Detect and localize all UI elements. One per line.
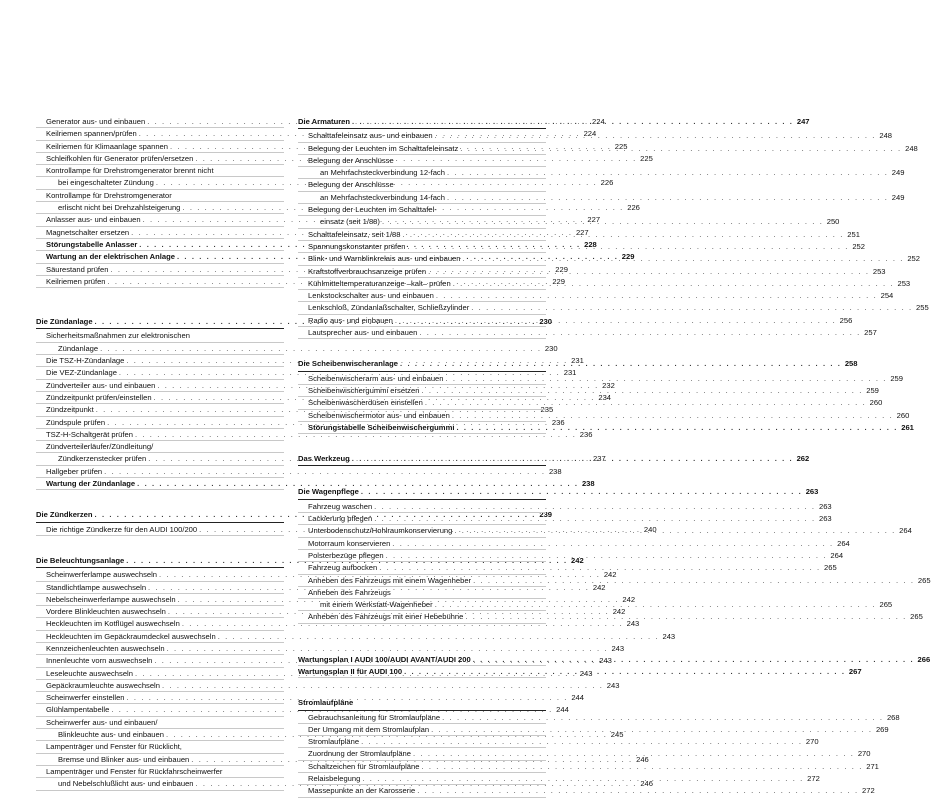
page-number: 229 xyxy=(555,264,568,274)
toc-entry[interactable] xyxy=(36,717,284,729)
page-number: 264 xyxy=(837,538,850,548)
dot-leader xyxy=(452,410,893,421)
entry-title: Scheibenwascherdüsen einstellen xyxy=(308,398,423,408)
dot-leader xyxy=(361,486,802,497)
page-number: 224 xyxy=(592,117,605,126)
entry-title: Wartungsplan I AUDI 100/AUDI AVANT/AUDI 200 xyxy=(298,654,471,664)
page-number: 243 xyxy=(599,656,612,666)
entry-title: Motorraum konservieren xyxy=(308,538,391,548)
dot-leader xyxy=(436,290,877,301)
entry-title: Wartung der Zündanlage xyxy=(46,479,136,489)
toc-entry[interactable] xyxy=(298,587,546,599)
page-number: 250 xyxy=(826,217,840,227)
entry-title: Polsterbezüge pflegen xyxy=(308,550,384,560)
toc-entry[interactable] xyxy=(36,441,284,453)
page-number: 242 xyxy=(571,555,584,565)
page-number: 249 xyxy=(891,168,905,178)
page-number: 271 xyxy=(866,761,879,771)
page-number: 243 xyxy=(662,631,676,641)
page-number: 257 xyxy=(864,328,877,338)
page-number: 246 xyxy=(636,754,649,764)
entry-title: Zündzeitpunkt xyxy=(46,405,94,415)
dot-leader xyxy=(471,302,912,313)
page-number: 242 xyxy=(603,570,617,580)
page-number: 249 xyxy=(891,192,905,202)
dot-leader xyxy=(362,773,803,784)
section-gap xyxy=(36,536,284,555)
page-number: 228 xyxy=(584,239,597,249)
entry-title: Scheinwerfer aus- und einbauen/ xyxy=(46,717,158,727)
page-number: 252 xyxy=(852,241,865,251)
section-title: Die Beleuchtungsanlage xyxy=(36,555,125,565)
entry-title: Anlasser aus- und einbauen xyxy=(46,215,141,225)
entry-title: Die VEZ-Zündanlage xyxy=(46,368,117,378)
dot-leader xyxy=(374,501,815,512)
entry-title: Störungstabelle Scheibenwischergummi xyxy=(308,422,455,432)
page-number: 265 xyxy=(917,575,931,585)
dot-leader xyxy=(419,327,860,338)
toc-section-heading[interactable] xyxy=(298,486,819,499)
dot-leader xyxy=(428,266,869,277)
page-number: 264 xyxy=(830,550,844,560)
page-number: 270 xyxy=(805,737,819,747)
page-number: 242 xyxy=(622,594,636,604)
dot-leader xyxy=(447,192,888,203)
page-number: 234 xyxy=(598,392,612,402)
toc-entry[interactable] xyxy=(298,179,546,191)
page-number: 229 xyxy=(552,276,565,286)
entry-title: Zündkerzenstecker prüfen xyxy=(58,454,147,464)
dot-leader xyxy=(435,599,876,610)
toc-entry[interactable] xyxy=(298,302,929,314)
page-number: 227 xyxy=(587,215,601,225)
entry-title: Schaltzeichen für Stromlaufpläne xyxy=(308,761,420,771)
page-number: 244 xyxy=(556,705,569,715)
page-number: 266 xyxy=(917,654,931,664)
section-gap xyxy=(298,339,546,358)
dot-leader xyxy=(435,130,876,141)
page-number: 255 xyxy=(916,303,929,313)
entry-title: Lautsprecher aus- und einbauen xyxy=(308,328,418,338)
toc-entry[interactable] xyxy=(298,562,837,574)
entry-title: Kennzeichenleuchten auswechseln xyxy=(46,643,165,653)
dot-leader xyxy=(454,525,895,536)
entry-title: Säurestand prüfen xyxy=(46,264,109,274)
dot-leader xyxy=(413,748,854,759)
page-number: 265 xyxy=(879,600,893,610)
page-number: 242 xyxy=(612,607,626,617)
entry-title: an Mehrfachsteckverbindung 12-fach xyxy=(320,168,445,178)
entry-title: Fahrzeug waschen xyxy=(308,501,373,511)
dot-leader xyxy=(417,785,858,796)
dot-leader xyxy=(374,513,815,524)
entry-title: Belegung der Leuchten im Schalttafeleinsatz xyxy=(308,143,459,153)
entry-title: an Mehrfachsteckverbindung 14-fach xyxy=(320,192,445,202)
entry-title: Die richtige Zündkerze für den AUDI 100/200 xyxy=(46,524,198,534)
page-number: 247 xyxy=(796,117,810,126)
entry-title: Schalttafeleinsatz, seit 1/88 xyxy=(308,229,401,239)
entry-title: Relaisbelegung xyxy=(308,774,361,784)
entry-title: TSZ-H-Schaltgerät prüfen xyxy=(46,429,133,439)
page-number: 260 xyxy=(869,398,883,408)
toc-entry[interactable] xyxy=(298,155,546,167)
dot-leader xyxy=(463,253,904,264)
page-number: 226 xyxy=(627,203,640,213)
section-gap xyxy=(298,467,546,486)
page-number: 243 xyxy=(611,643,625,653)
dot-leader xyxy=(473,575,914,586)
page-number: 242 xyxy=(592,582,606,592)
entry-title: Lackierung pflegen xyxy=(308,514,373,524)
entry-title: Belegung der Anschlüsse xyxy=(308,180,394,190)
entry-title: Blink- und Warnblinkrelais aus- und einbauen xyxy=(308,254,461,264)
page-number: 248 xyxy=(905,143,918,153)
entry-title: Schleifkohlen für Generator prüfen/ersetzen xyxy=(46,153,194,163)
page-number: 243 xyxy=(626,619,640,629)
entry-title: Schalttafeleinsatz aus- und einbauen xyxy=(308,131,433,141)
page-number: 244 xyxy=(571,693,584,703)
toc-entry[interactable] xyxy=(36,704,569,716)
page-number: 269 xyxy=(875,724,889,734)
entry-title: Scheibenwischerarm aus- und einbauen xyxy=(308,373,444,383)
page-number: 256 xyxy=(839,315,853,325)
dot-leader xyxy=(382,216,823,227)
dot-leader xyxy=(379,562,820,573)
entry-title: mit einem Werkstatt-Wagenheber xyxy=(320,600,433,610)
entry-title: Scheibenwischergummi ersetzen xyxy=(308,385,420,395)
toc-section-heading[interactable] xyxy=(298,697,546,710)
page-number: 258 xyxy=(844,359,858,369)
page-number: 237 xyxy=(593,454,606,464)
page-number: 260 xyxy=(896,410,910,420)
toc-entry[interactable] xyxy=(36,766,284,778)
page-number: 253 xyxy=(897,278,911,288)
dot-leader xyxy=(442,712,883,723)
page-number: 252 xyxy=(907,254,920,264)
entry-title: Gebrauchsanleitung für Stromlaufpläne xyxy=(308,712,441,722)
entry-title: Wartung an der elektrischen Anlage xyxy=(46,252,175,262)
section-gap xyxy=(36,288,284,316)
entry-title: Hallgeber prüfen xyxy=(46,466,103,476)
entry-title: Stromlaufpläne xyxy=(308,737,360,747)
page-number: 251 xyxy=(847,229,860,239)
toc-entry[interactable] xyxy=(298,712,900,724)
toc-entry[interactable] xyxy=(298,761,879,773)
entry-title: Die TSZ-H-Zündanlage xyxy=(46,356,125,366)
page-number: 226 xyxy=(600,178,614,188)
page-number: 265 xyxy=(910,612,923,622)
toc-entry[interactable] xyxy=(36,643,625,655)
page-number: 272 xyxy=(862,786,875,796)
page-number: 243 xyxy=(606,680,620,690)
entry-title: Fahrzeug aufbocken xyxy=(308,563,378,573)
toc-entry[interactable] xyxy=(36,165,284,177)
toc-entry[interactable] xyxy=(298,290,894,302)
section-title: Die Armaturen xyxy=(298,117,351,126)
toc-entry[interactable] xyxy=(36,190,284,202)
entry-title: Leseleuchte auswechseln xyxy=(46,668,133,678)
page-number: 245 xyxy=(610,730,624,740)
entry-title: Bremse und Blinker aus- und einbauen xyxy=(58,754,190,764)
page-number: 272 xyxy=(807,774,820,784)
page-number: 268 xyxy=(886,712,900,722)
entry-title: bei eingeschalteter Zündung xyxy=(58,178,154,188)
dot-leader xyxy=(404,666,845,677)
section-gap xyxy=(298,678,546,697)
entry-title: einsatz (seit 1/88) xyxy=(320,217,380,227)
dot-leader xyxy=(460,143,901,154)
dot-leader xyxy=(446,373,887,384)
entry-title: Zündzeitpunkt prüfen/einstellen xyxy=(46,392,152,402)
entry-title: Scheinwerfer einstellen xyxy=(46,693,125,703)
toc-entry[interactable] xyxy=(36,631,676,643)
entry-title: Magnetschalter ersetzen xyxy=(46,227,130,237)
page-number: 231 xyxy=(571,356,584,366)
section-title: Das Werkzeug xyxy=(298,454,350,464)
entry-title: Zuordnung der Stromlaufpläne xyxy=(308,749,412,759)
toc-entry[interactable] xyxy=(36,330,284,342)
toc-entry[interactable] xyxy=(36,680,620,692)
page-number: 263 xyxy=(818,501,832,511)
dot-leader xyxy=(352,116,793,127)
page-number: 232 xyxy=(602,380,615,390)
toc-entry[interactable] xyxy=(298,538,850,550)
entry-title: Spannungskonstanter prüfen xyxy=(308,241,406,251)
entry-title: Glühlampentabelle xyxy=(46,705,110,715)
entry-title: Anheben des Fahrzeugs mit einer Hebebühne xyxy=(308,612,464,622)
entry-title: Lampenträger und Fenster für Rückfahrscheinwerfer xyxy=(46,766,223,776)
toc-entry[interactable] xyxy=(36,618,640,630)
entry-title: Sicherheitsmaßnahmen zur elektronischen xyxy=(46,331,190,341)
page-number: 263 xyxy=(818,514,832,524)
section-gap xyxy=(298,624,546,654)
entry-title: Gepäckraumleuchte auswechseln xyxy=(46,680,160,690)
dot-leader xyxy=(447,167,888,178)
entry-title: Radio aus- und einbauen xyxy=(308,315,393,325)
entry-title: erlischt nicht bei Drehzahlsteigerung xyxy=(58,203,181,213)
dot-leader xyxy=(408,241,849,252)
section-title: Die Wagenpflege xyxy=(298,487,359,497)
toc-entry[interactable] xyxy=(298,327,877,339)
page-number: 262 xyxy=(796,454,810,464)
section-title: Die Zündanlage xyxy=(36,317,93,327)
entry-title: Heckleuchten im Gepäckraumdeckel auswechseln xyxy=(46,631,216,641)
dot-leader xyxy=(421,385,862,396)
page-number: 267 xyxy=(848,666,862,676)
section-gap xyxy=(36,490,284,509)
entry-title: Lenkschloß, Zündanlaßschalter, Schließzylinder xyxy=(308,303,470,313)
entry-title: Lampenträger und Fenster für Rücklicht, xyxy=(46,742,182,752)
dot-leader xyxy=(473,654,914,665)
entry-title: Zündverteilerläufer/Zündleitung/ xyxy=(46,442,154,452)
page-number: 236 xyxy=(551,417,565,427)
entry-title: Kraftstoffverbrauchsanzeige prüfen xyxy=(308,266,427,276)
entry-title: Heckleuchten im Kotflügel auswechseln xyxy=(46,619,180,629)
entry-title: Kontrollampe für Drehstromgenerator brennt nicht xyxy=(46,166,214,176)
entry-title: Anheben des Fahrzeugs mit einem Wagenheber xyxy=(308,575,472,585)
entry-title: Generator aus- und einbauen xyxy=(46,117,146,126)
page-number: 259 xyxy=(890,373,903,383)
entry-title: Scheinwerferlampe auswechseln xyxy=(46,570,158,580)
page-number: 238 xyxy=(548,466,562,476)
entry-title: Scheibenwischermotor aus- und einbauen xyxy=(308,410,450,420)
dot-leader xyxy=(352,453,793,464)
entry-title: Belegung der Anschlüsse xyxy=(308,155,394,165)
entry-title: Massepunkte an der Karosserie xyxy=(308,786,416,796)
page-number: 265 xyxy=(824,563,837,573)
page-number: 261 xyxy=(901,422,914,432)
toc-entry[interactable] xyxy=(298,315,853,327)
dot-leader xyxy=(453,278,894,289)
entry-title: Wartungsplan II für AUDI 100 xyxy=(298,666,403,676)
page-number: 253 xyxy=(872,266,886,276)
page-number: 240 xyxy=(643,524,657,534)
dot-leader xyxy=(421,761,862,772)
entry-title: Kontrollampe für Drehstromgenerator xyxy=(46,190,172,200)
page-number: 236 xyxy=(579,429,593,439)
page-number: 246 xyxy=(640,779,653,789)
page-number: 238 xyxy=(581,479,595,489)
entry-title: Standlichtlampe auswechseln xyxy=(46,582,147,592)
entry-title: Keilriemen spannen/prüfen xyxy=(46,129,137,139)
page-number: 239 xyxy=(539,510,553,520)
dot-leader xyxy=(456,422,897,433)
entry-title: Keilriemen prüfen xyxy=(46,276,106,286)
toc-entry[interactable] xyxy=(298,736,819,748)
page-number: 224 xyxy=(583,129,597,139)
page-number: 264 xyxy=(899,526,912,536)
entry-title: Innenleuchte vorn auswechseln xyxy=(46,656,153,666)
toc-entry[interactable] xyxy=(36,429,593,441)
page-number: 230 xyxy=(539,317,553,327)
dot-leader xyxy=(402,229,843,240)
entry-title: Belegung der Leuchten im Schalttafel- xyxy=(308,205,437,215)
page-number: 225 xyxy=(614,141,628,151)
toc-entry[interactable] xyxy=(36,478,595,490)
toc-entry[interactable] xyxy=(298,167,905,179)
section-title: Die Scheibenwischeranlage xyxy=(298,359,399,369)
toc-entry[interactable] xyxy=(36,466,562,478)
dot-leader xyxy=(465,611,906,622)
dot-leader xyxy=(400,358,841,369)
entry-title: Vordere Blinkleuchten auswechseln xyxy=(46,607,166,617)
page-number: 231 xyxy=(563,368,577,378)
dot-leader xyxy=(386,550,827,561)
dot-leader xyxy=(395,315,836,326)
toc-entry[interactable] xyxy=(298,785,875,797)
toc-entry[interactable] xyxy=(36,741,284,753)
entry-title: Zündanlage xyxy=(58,343,99,353)
page-number: 235 xyxy=(540,405,554,415)
entry-title: Der Umgang mit dem Stromlaufplan xyxy=(308,724,430,734)
entry-title: Lenkstockschalter aus- und einbauen xyxy=(308,291,434,301)
page-number: 259 xyxy=(866,385,879,395)
entry-title: Kühlmitteltemperaturanzeige –kalt– prüfen xyxy=(308,278,451,288)
page-number: 254 xyxy=(880,291,894,301)
entry-title: Unterbodenschutz/Hohlraumkonservierung xyxy=(308,526,453,536)
dot-leader xyxy=(361,736,802,747)
entry-title: Keilriemen für Klimaanlage spannen xyxy=(46,141,168,151)
page-number: 227 xyxy=(575,227,589,237)
entry-title: Zündspule prüfen xyxy=(46,417,106,427)
dot-leader xyxy=(392,538,833,549)
entry-title: Blinkleuchte aus- und einbauen xyxy=(58,730,164,740)
page-number: 225 xyxy=(640,153,653,163)
dot-leader xyxy=(425,397,866,408)
page-number: 248 xyxy=(879,131,893,141)
toc-entry[interactable] xyxy=(36,343,558,355)
dot-leader xyxy=(431,724,872,735)
section-title: Die Zündkerzen xyxy=(36,510,93,520)
section-gap xyxy=(298,434,546,453)
entry-title: Nebelscheinwerferlampe auswechseln xyxy=(46,594,176,604)
entry-title: Zündverteiler aus- und einbauen xyxy=(46,380,156,390)
entry-title: und Nebelschlußlicht aus- und einbauen xyxy=(58,779,194,789)
toc-entry[interactable] xyxy=(298,501,832,513)
entry-title: Störungstabelle Anlasser xyxy=(46,239,138,249)
page-number: 263 xyxy=(805,487,819,497)
page-number: 270 xyxy=(857,749,871,759)
toc-entry[interactable] xyxy=(298,192,905,204)
page-number: 229 xyxy=(621,252,635,262)
page-number: 243 xyxy=(579,668,593,678)
page-number: 230 xyxy=(544,343,558,353)
entry-title: Anheben des Fahrzeugs xyxy=(308,587,391,597)
section-title: Stromlaufpläne xyxy=(298,698,354,708)
toc-entry[interactable] xyxy=(298,204,546,216)
